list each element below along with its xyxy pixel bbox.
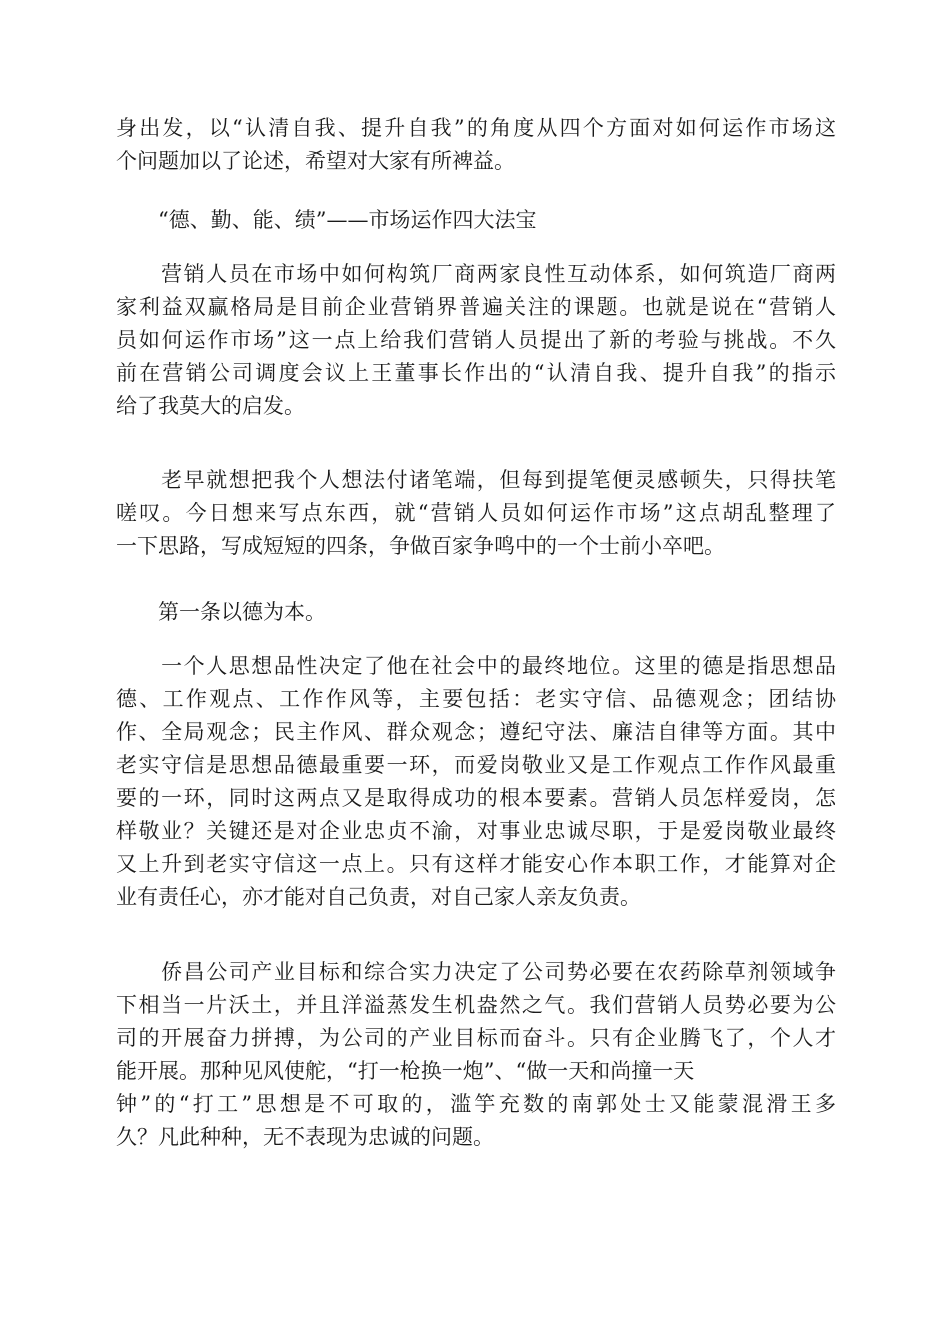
text-line: 老早就想把我个人想法付诸笔端，但每到提笔便灵感顿失，只得扶笔: [116, 468, 836, 492]
text-line: 嗟叹。今日想来写点东西，就“营销人员如何运作市场”这点胡乱整理了: [116, 501, 836, 525]
text-line: 又上升到老实守信这一点上。只有这样才能安心作本职工作，才能算对企: [116, 852, 836, 876]
text-line: 样敬业？关键还是对企业忠贞不渝，对事业忠诚尽职，于是爱岗敬业最终: [116, 819, 836, 843]
text-line: 要的一环，同时这两点又是取得成功的根本要素。营销人员怎样爱岗，怎: [116, 786, 836, 810]
text-line: 一下思路，写成短短的四条，争做百家争鸣中的一个士前小卒吧。: [116, 534, 725, 558]
text-line: 钟”的“打工”思想是不可取的，滥竽充数的南郭处士又能蒙混滑王多: [116, 1092, 836, 1116]
paragraph-author-thoughts: [116, 464, 836, 563]
text-line: 身出发，以“认清自我、提升自我”的角度从四个方面对如何运作市场这: [116, 116, 836, 140]
text-line: 前在营销公司调度会议上王董事长作出的“认清自我、提升自我”的指示: [116, 361, 836, 385]
paragraph-intro-continuation: [116, 112, 836, 178]
text-line: 业有责任心，亦才能对自己负责，对自己家人亲友负责。: [116, 885, 641, 909]
subsection-heading: [116, 596, 836, 629]
text-line: 作、全局观念；民主作风、群众观念；遵纪守法、廉洁自律等方面。其中: [116, 720, 836, 744]
section-heading: [116, 204, 836, 237]
paragraph-virtue: [116, 650, 836, 914]
text-line: 个问题加以了论述，希望对大家有所裨益。: [116, 149, 515, 173]
text-line: 营销人员在市场中如何构筑厂商两家良性互动体系，如何筑造厂商两: [116, 262, 836, 286]
text-line: 员如何运作市场”这一点上给我们营销人员提出了新的考验与挑战。不久: [116, 328, 836, 352]
text-line: 能开展。那种见风使舵，“打一枪换一炮”、“做一天和尚撞一天: [116, 1059, 695, 1083]
text-line: “德、勤、能、绩”——市场运作四大法宝: [116, 208, 537, 232]
text-line: 第一条以德为本。: [116, 600, 326, 624]
text-line: 久？凡此种种，无不表现为忠诚的问题。: [116, 1125, 494, 1149]
text-line: 司的开展奋力拼搏，为公司的产业目标而奋斗。只有企业腾飞了，个人才: [116, 1026, 836, 1050]
text-line: 侨昌公司产业目标和综合实力决定了公司势必要在农药除草剂领域争: [116, 960, 836, 984]
text-line: 德、工作观点、工作作风等，主要包括：老实守信、品德观念；团结协: [116, 687, 836, 711]
paragraph-company-goals: [116, 956, 836, 1154]
text-line: 下相当一片沃土，并且洋溢蒸发生机盎然之气。我们营销人员势必要为公: [116, 993, 836, 1017]
text-line: 家利益双赢格局是目前企业营销界普遍关注的课题。也就是说在“营销人: [116, 295, 836, 319]
paragraph-marketing-intro: [116, 258, 836, 423]
text-line: 老实守信是思想品德最重要一环，而爱岗敬业又是工作观点工作作风最重: [116, 753, 836, 777]
text-line: 给了我莫大的启发。: [116, 394, 305, 418]
text-line: 一个人思想品性决定了他在社会中的最终地位。这里的德是指思想品: [116, 654, 836, 678]
